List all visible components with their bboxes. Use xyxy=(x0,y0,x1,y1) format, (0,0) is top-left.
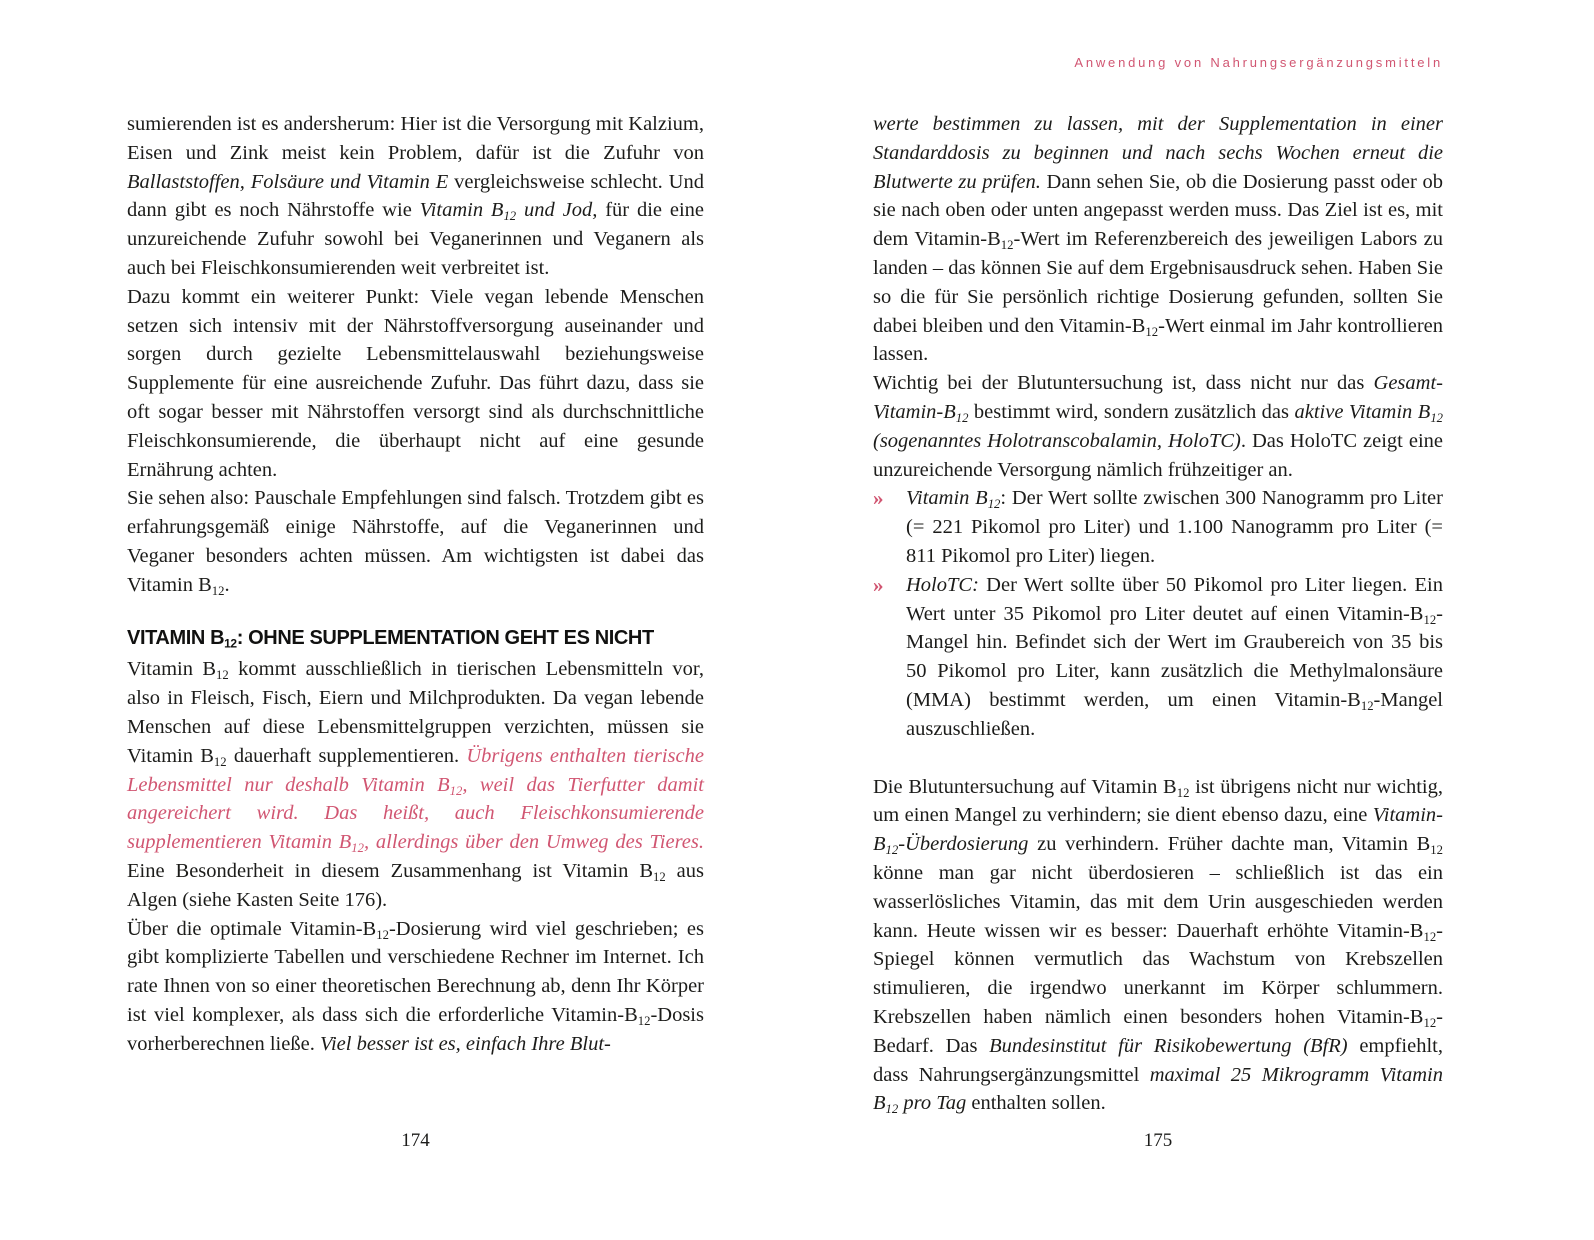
text-segment: -Wert im Referenzbereich des jeweiligen Labors zu landen – das können Sie auf dem Ergebnisausdruck sehen. Haben Sie so die für Sie persönlich richtige Dosierung gefunden, sollten Sie dabei bleiben und den Vitamin-B xyxy=(873,228,1443,337)
text-segment: vergleichsweise schlecht. Und dann gibt es noch Nährstoffe wie xyxy=(127,170,704,222)
paragraph xyxy=(127,655,704,914)
text-segment: 12 xyxy=(376,927,389,942)
paragraph xyxy=(873,369,1443,484)
text-segment: Über die optimale Vitamin-B xyxy=(127,917,377,940)
text-segment: 12 xyxy=(503,209,517,224)
text-segment: bestimmt wird, sondern zusätzlich das xyxy=(968,400,1295,423)
text-segment: -Mangel hin. Befindet sich der Wert im Graubereich von 35 bis 50 Pikomol pro Liter, kann zusätzlich die Methylmalonsäure (MMA) bestimmt werden, um einen Vitamin-B xyxy=(906,602,1443,711)
text-segment: aus Algen (siehe Kasten Seite 176). xyxy=(127,859,705,911)
text-segment: Dazu kommt ein weiterer Punkt: Viele vegan lebende Menschen setzen sich intensiv mit der Nährstoffversorgung auseinander und sorgen durch gezielte Lebensmittelauswahl beziehungsweise Supplemente für eine ausreichende Zufuhr. Das führt dazu, dass sie oft sogar besser mit Nährstoffen versorgt sind als durchschnittliche Fleischkonsumierende, die überhaupt nicht auf eine gesunde Ernährung achten. xyxy=(127,285,704,481)
text-segment: Vitamin B xyxy=(906,487,988,510)
text-segment: HoloTC: xyxy=(906,573,979,596)
text-segment: 12 xyxy=(1423,1015,1437,1030)
text-segment: maximal 25 Mikrogramm Vitamin B xyxy=(873,1063,1443,1115)
text-segment: -Dosierung wird viel geschrieben; es gibt komplizierte Tabellen und verschiedene Rechner im Internet. Ich rate Ihnen von so einer theoretischen Berechnung ab, denn Ihr Körper ist viel komplexer, als dass sich die erforderliche Vitamin-B xyxy=(127,917,705,1026)
text-segment: , weil das Tierfutter damit angereichert wird. Das heißt, auch Fleischkonsumierende supplementieren Vitamin B xyxy=(127,773,704,854)
text-segment: Gesamt-Vitamin-B xyxy=(873,372,1443,423)
paragraph xyxy=(873,110,1443,369)
paragraph xyxy=(127,915,704,1059)
text-segment: 12 xyxy=(1423,612,1437,627)
paragraph xyxy=(873,773,1443,1119)
text-segment: , allerdings über den Umweg des Tieres. xyxy=(363,831,704,854)
text-segment: 12 xyxy=(1176,785,1190,800)
text-segment: für die eine unzureichende Zufuhr sowohl bei Veganerinnen und Veganern als auch bei Fleischkonsumierenden weit verbreitet ist. xyxy=(127,199,704,279)
bullet-marker-icon: » xyxy=(873,572,884,597)
text-segment: 12 xyxy=(216,668,229,683)
paragraph-spacer xyxy=(873,744,1443,773)
text-segment: 12 xyxy=(885,843,899,858)
text-segment: -Bedarf. Das xyxy=(873,1005,1443,1057)
page-number-right: 175 xyxy=(1143,1130,1173,1151)
text-segment: : Der Wert sollte zwischen 300 Nanogramm pro Liter (= 221 Pikomol pro Liter) und 1.100 Nanogramm pro Liter (= 811 Pikomol pro Liter) liegen. xyxy=(906,487,1443,567)
text-segment: Vitamin B xyxy=(127,658,217,681)
paragraph xyxy=(127,484,704,599)
text-segment: Wichtig bei der Blutuntersuchung ist, dass nicht nur das xyxy=(873,372,1374,395)
text-segment: 12 xyxy=(351,841,364,856)
bullet-text xyxy=(906,574,1443,740)
text-segment: kommt ausschließlich in tierischen Lebensmitteln vor, also in Fleisch, Fisch, Eiern und Milchprodukten. Da vegan lebende Menschen auf diese Lebensmittelgruppen verzichten, müssen sie Vitamin B xyxy=(127,658,704,767)
bullet-item xyxy=(873,484,1443,570)
paragraph xyxy=(127,283,704,485)
bullet-marker-icon: » xyxy=(873,486,884,511)
text-segment: 12 xyxy=(1145,324,1159,339)
text-segment: 12 xyxy=(653,869,666,884)
page-175-text xyxy=(873,110,1443,1118)
text-segment: 12 xyxy=(1430,843,1443,858)
text-segment: pro Tag xyxy=(898,1092,967,1115)
text-segment: 12 xyxy=(1423,929,1437,944)
text-segment: 12 xyxy=(211,583,225,598)
bullet-item xyxy=(873,571,1443,744)
text-segment: aktive Vitamin B xyxy=(1294,400,1431,423)
text-segment: 12 xyxy=(1430,411,1444,426)
text-segment: -Überdosierung xyxy=(898,833,1029,856)
text-segment: könne man gar nicht überdosieren – schließlich ist das ein wasserlösliches Vitamin, das mit dem Urin ausgeschieden werden kann. Heute wissen wir es besser: Dauerhaft erhöhte Vitamin-B xyxy=(873,861,1443,942)
text-segment: empfiehlt, dass Nahrungsergänzungsmittel xyxy=(873,1034,1443,1086)
text-segment: 12 xyxy=(213,754,227,769)
text-segment: Vitamin B xyxy=(419,199,504,222)
text-segment: zu verhindern. Früher dachte man, Vitamin B xyxy=(1028,833,1431,856)
text-segment: dauerhaft supplementieren. xyxy=(226,744,467,767)
text-segment: 12 xyxy=(987,497,1001,512)
section-heading xyxy=(127,624,704,653)
text-segment: . Das HoloTC zeigt eine unzureichende Versorgung nämlich frühzeitiger an. xyxy=(873,429,1443,481)
text-segment: Die Blutuntersuchung auf Vitamin B xyxy=(873,775,1177,798)
text-segment: Sie sehen also: Pauschale Empfehlungen sind falsch. Trotzdem gibt es erfahrungsgemäß einige Nährstoffe, auf die Veganerinnen und Veganer besonders achten müssen. Am wichtigsten ist dabei das Vitamin B xyxy=(127,487,704,596)
text-segment: (sogenanntes Holotranscobalamin, HoloTC) xyxy=(873,429,1241,452)
paragraph xyxy=(127,110,704,283)
text-segment: Übrigens enthalten tierische Lebensmittel nur deshalb Vitamin B xyxy=(127,744,704,796)
text-segment: 12 xyxy=(449,783,463,798)
bullet-text xyxy=(906,487,1443,567)
text-segment: -Mangel auszuschließen. xyxy=(906,688,1443,740)
text-segment: -Wert einmal im Jahr kontrollieren lassen. xyxy=(873,314,1443,366)
text-segment: und Jod, xyxy=(516,199,598,222)
text-segment: VITAMIN B xyxy=(127,626,225,649)
text-segment: 12 xyxy=(1000,238,1014,253)
text-segment: enthalten sollen. xyxy=(966,1092,1106,1115)
page-174-text xyxy=(127,110,704,1059)
text-segment: Der Wert sollte über 50 Pikomol pro Liter liegen. Ein Wert unter 35 Pikomol pro Liter deutet auf einen Vitamin-B xyxy=(906,573,1443,625)
text-segment: Viel besser ist es, einfach Ihre Blut- xyxy=(319,1032,611,1055)
text-segment: . xyxy=(224,573,230,596)
text-segment: 12 xyxy=(1360,699,1374,713)
text-segment: : OHNE SUPPLEMENTATION GEHT ES NICHT xyxy=(236,626,654,649)
text-segment: 12 xyxy=(224,636,237,651)
text-segment: Ballaststoffen, Folsäure und Vitamin E xyxy=(127,170,449,193)
text-segment: 12 xyxy=(885,1102,899,1117)
page-number-left: 174 xyxy=(401,1130,430,1151)
text-segment: sumierenden ist es andersherum: Hier ist die Versorgung mit Kalzium, Eisen und Zink meist kein Problem, dafür ist die Zufuhr von xyxy=(127,113,704,164)
text-segment: Eine Besonderheit in diesem Zusammenhang ist Vitamin B xyxy=(127,859,654,882)
text-segment: Bundesinstitut für Risikobewertung (BfR) xyxy=(989,1034,1348,1057)
text-segment: werte bestimmen zu lassen, mit der Supplementation in einer Standarddosis zu beginnen und nach sechs Wochen erneut die Blutwerte zu prüfen. xyxy=(873,113,1443,193)
text-segment: 12 xyxy=(955,411,969,426)
text-segment: Vitamin-B xyxy=(873,804,1443,856)
running-head: Anwendung von Nahrungsergänzungsmitteln xyxy=(1074,55,1443,70)
text-segment: -Dosis vorherberechnen ließe. xyxy=(127,1003,704,1055)
text-segment: ist übrigens nicht nur wichtig, um einen Mangel zu verhindern; sie dient ebenso dazu, eine xyxy=(873,775,1444,827)
text-segment: -Spiegel können vermutlich das Wachstum von Krebszellen stimulieren, die irgendwo unerkannt im Körper schlummern. Krebszellen haben nämlich einen besonders hohen Vitamin-B xyxy=(873,919,1443,1028)
text-segment: 12 xyxy=(637,1013,651,1028)
text-segment: Dann sehen Sie, ob die Dosierung passt oder ob sie nach oben oder unten angepasst werden muss. Das Ziel ist es, mit dem Vitamin-B xyxy=(873,170,1443,251)
